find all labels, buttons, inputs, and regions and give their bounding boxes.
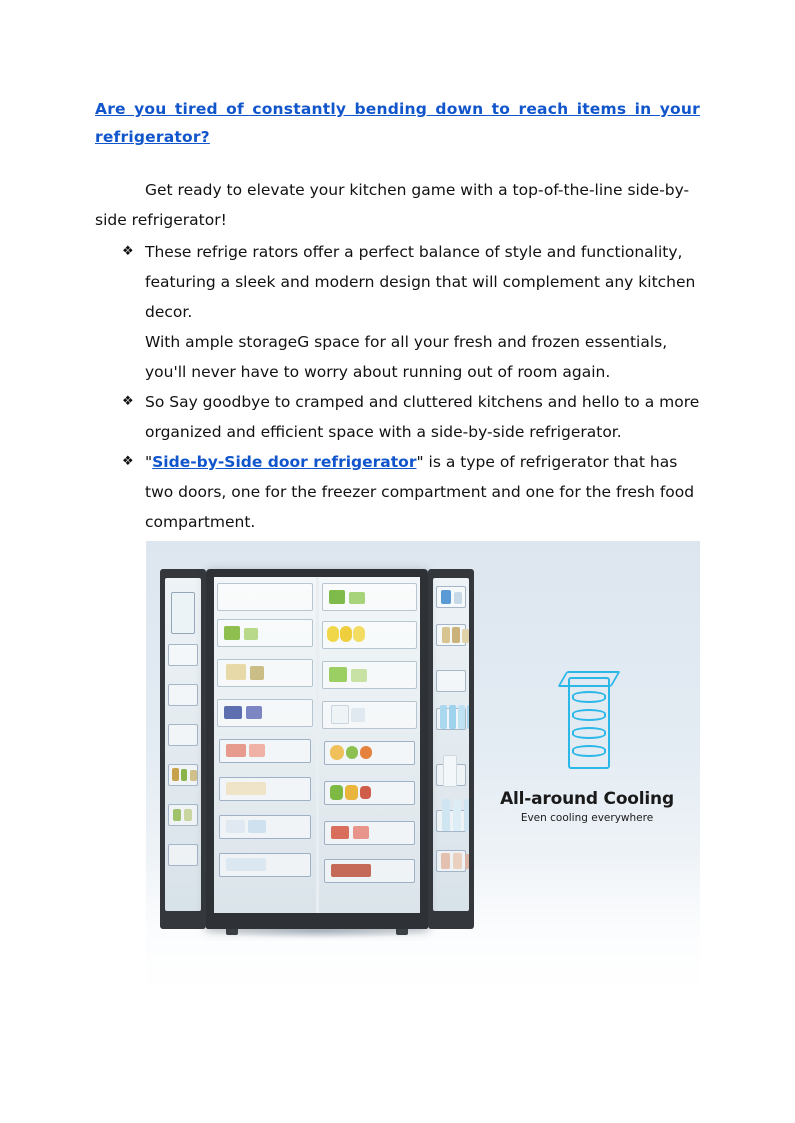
side-by-side-door-refrigerator-link[interactable]: Side-by-Side door refrigerator: [152, 453, 417, 471]
list-item: [95, 237, 700, 387]
shelf: [322, 621, 418, 649]
freezer-door-inner: [165, 578, 201, 911]
page-title-text: Are you tired of constantly bending down to reach items in your refrigerator?: [95, 100, 700, 146]
drawer: [324, 781, 416, 805]
door-rack: [168, 644, 198, 666]
water-dispenser: [171, 592, 195, 634]
door-rack: [436, 624, 466, 646]
refrigerator-cabinet: [206, 569, 428, 929]
door-rack: [168, 844, 198, 866]
drawer: [324, 859, 416, 883]
quote-open: ": [145, 453, 153, 471]
door-rack: [168, 724, 198, 746]
list-item-line: " is a type of refrigerator that has two doors, one for the freezer compartment and one for the fresh food compartment.: [145, 453, 695, 531]
refrigerator-interior: [214, 577, 420, 913]
list-item-line: So Say goodbye to cramped and cluttered kitchens and hello to a more organized and efficient space with a side-by-side refrigerator.: [145, 393, 700, 441]
drawer: [219, 739, 311, 763]
intro-paragraph: Get ready to elevate your kitchen game with a top-of-the-line side-by-side refrigerator!: [95, 181, 690, 229]
shelf: [217, 699, 313, 727]
shelf: [322, 661, 418, 689]
fridge-door: [428, 569, 474, 929]
drawer: [219, 853, 311, 877]
freezer-compartment: [214, 577, 316, 913]
drawer: [324, 741, 416, 765]
list-item-line: With ample storageG space for all your fresh and frozen essentials, you'll never have to worry about running out of room again.: [145, 333, 668, 381]
figure-caption-sub: Even cooling everywhere: [520, 812, 654, 824]
shelf: [217, 583, 313, 611]
door-rack: [436, 708, 466, 730]
bullet-marker-icon: ❖: [122, 454, 134, 469]
door-rack: [168, 804, 198, 826]
fridge-legs: [226, 929, 408, 935]
freezer-door: [160, 569, 206, 929]
shelf: [322, 583, 418, 611]
page-title: [95, 95, 700, 151]
bullet-list: [95, 237, 700, 537]
list-item: [95, 447, 700, 537]
door-rack: [168, 684, 198, 706]
door-rack: [436, 810, 466, 832]
refrigerator-figure: [146, 541, 700, 985]
fresh-food-compartment: [319, 577, 421, 913]
document-body: [95, 95, 700, 537]
bullet-marker-icon: ❖: [122, 394, 134, 409]
door-rack: [436, 764, 466, 786]
list-item: [95, 387, 700, 447]
drawer: [219, 777, 311, 801]
refrigerator-illustration: [206, 569, 428, 929]
drawer: [219, 815, 311, 839]
fridge-door-inner: [433, 578, 469, 911]
door-rack: [436, 850, 466, 872]
bullet-marker-icon: ❖: [122, 244, 134, 259]
drawer: [324, 821, 416, 845]
door-rack: [436, 586, 466, 608]
list-item-line: These refrige rators offer a perfect balance of style and functionality, featuring a sleek and modern design that will complement any kitchen decor.: [145, 243, 696, 321]
door-rack: [436, 670, 466, 692]
figure-floor-streak: [146, 941, 700, 943]
shelf: [217, 659, 313, 687]
shelf: [217, 619, 313, 647]
all-around-cooling-icon: [562, 677, 614, 765]
shelf: [322, 701, 418, 729]
figure-caption-main: All-around Cooling: [500, 789, 674, 809]
door-rack: [168, 764, 198, 786]
